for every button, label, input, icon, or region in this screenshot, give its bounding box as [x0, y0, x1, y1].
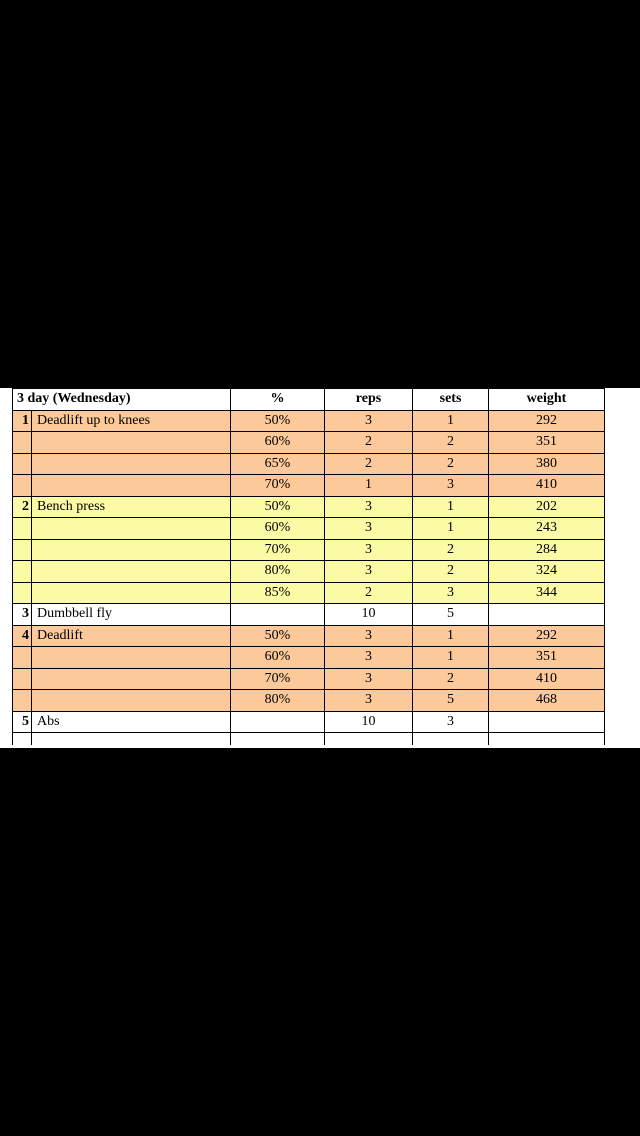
header-sets[interactable]: sets: [413, 389, 489, 411]
table-row: [13, 432, 605, 454]
table-row: [13, 539, 605, 561]
exercise-number[interactable]: 5: [13, 711, 32, 733]
exercise-name[interactable]: Dumbbell fly: [32, 604, 231, 626]
reps-cell[interactable]: 3: [325, 625, 413, 647]
percent-cell[interactable]: 85%: [231, 582, 325, 604]
percent-cell[interactable]: [231, 711, 325, 733]
percent-cell[interactable]: 50%: [231, 410, 325, 432]
percent-cell[interactable]: 60%: [231, 518, 325, 540]
table-row: [13, 518, 605, 540]
exercise-number[interactable]: [13, 453, 32, 475]
weight-cell[interactable]: 380: [489, 453, 605, 475]
percent-cell[interactable]: 70%: [231, 668, 325, 690]
sets-cell[interactable]: 2: [413, 539, 489, 561]
header-percent[interactable]: %: [231, 389, 325, 411]
table-row: [13, 647, 605, 669]
exercise-name[interactable]: [32, 582, 231, 604]
sets-cell[interactable]: 5: [413, 604, 489, 626]
weight-cell[interactable]: 410: [489, 668, 605, 690]
exercise-number[interactable]: [13, 582, 32, 604]
sets-cell[interactable]: 1: [413, 625, 489, 647]
exercise-name[interactable]: [32, 475, 231, 497]
weight-cell[interactable]: 351: [489, 432, 605, 454]
exercise-name[interactable]: Abs: [32, 711, 231, 733]
reps-cell[interactable]: 3: [325, 539, 413, 561]
reps-cell[interactable]: 3: [325, 561, 413, 583]
table-row: [13, 582, 605, 604]
exercise-number[interactable]: [13, 561, 32, 583]
exercise-name[interactable]: [32, 690, 231, 712]
table-row: [13, 496, 605, 518]
table-row: [13, 625, 605, 647]
empty-cell[interactable]: [13, 733, 32, 746]
spreadsheet-view: [0, 388, 640, 748]
empty-cell[interactable]: [32, 733, 231, 746]
exercise-name[interactable]: [32, 539, 231, 561]
weight-cell[interactable]: 468: [489, 690, 605, 712]
header-weight[interactable]: weight: [489, 389, 605, 411]
reps-cell[interactable]: 2: [325, 453, 413, 475]
percent-cell[interactable]: 65%: [231, 453, 325, 475]
exercise-name[interactable]: [32, 668, 231, 690]
sets-cell[interactable]: 1: [413, 496, 489, 518]
reps-cell[interactable]: 2: [325, 582, 413, 604]
weight-cell[interactable]: 351: [489, 647, 605, 669]
exercise-name[interactable]: [32, 432, 231, 454]
exercise-number[interactable]: [13, 690, 32, 712]
percent-cell[interactable]: 60%: [231, 647, 325, 669]
exercise-number[interactable]: [13, 539, 32, 561]
percent-cell[interactable]: 80%: [231, 690, 325, 712]
empty-cell[interactable]: [489, 733, 605, 746]
empty-row: [13, 733, 605, 746]
sets-cell[interactable]: 2: [413, 453, 489, 475]
percent-cell[interactable]: 50%: [231, 625, 325, 647]
exercise-number[interactable]: 2: [13, 496, 32, 518]
exercise-name[interactable]: [32, 518, 231, 540]
exercise-name[interactable]: [32, 453, 231, 475]
sets-cell[interactable]: 1: [413, 647, 489, 669]
sets-cell[interactable]: 3: [413, 582, 489, 604]
weight-cell[interactable]: [489, 711, 605, 733]
table-row: [13, 711, 605, 733]
reps-cell[interactable]: 10: [325, 711, 413, 733]
table-row: [13, 561, 605, 583]
exercise-number[interactable]: 3: [13, 604, 32, 626]
exercise-number[interactable]: 4: [13, 625, 32, 647]
table-row: [13, 690, 605, 712]
empty-cell[interactable]: [413, 733, 489, 746]
exercise-name[interactable]: [32, 647, 231, 669]
sets-cell[interactable]: 3: [413, 475, 489, 497]
header-reps[interactable]: reps: [325, 389, 413, 411]
table-row: [13, 604, 605, 626]
table-row: [13, 668, 605, 690]
table-row: [13, 410, 605, 432]
workout-table: [12, 388, 605, 745]
reps-cell[interactable]: 1: [325, 475, 413, 497]
sets-cell[interactable]: 2: [413, 668, 489, 690]
reps-cell[interactable]: 3: [325, 410, 413, 432]
sets-cell[interactable]: 1: [413, 518, 489, 540]
table-row: [13, 453, 605, 475]
reps-cell[interactable]: 3: [325, 496, 413, 518]
weight-cell[interactable]: 202: [489, 496, 605, 518]
exercise-number[interactable]: [13, 475, 32, 497]
percent-cell[interactable]: [231, 604, 325, 626]
sets-cell[interactable]: 2: [413, 561, 489, 583]
empty-cell[interactable]: [231, 733, 325, 746]
exercise-name[interactable]: [32, 561, 231, 583]
percent-cell[interactable]: 50%: [231, 496, 325, 518]
percent-cell[interactable]: 60%: [231, 432, 325, 454]
percent-cell[interactable]: 70%: [231, 539, 325, 561]
percent-cell[interactable]: 80%: [231, 561, 325, 583]
reps-cell[interactable]: 3: [325, 647, 413, 669]
weight-cell[interactable]: 284: [489, 539, 605, 561]
reps-cell[interactable]: 3: [325, 668, 413, 690]
exercise-name[interactable]: Bench press: [32, 496, 231, 518]
table-row: [13, 475, 605, 497]
sets-cell[interactable]: 1: [413, 410, 489, 432]
weight-cell[interactable]: 243: [489, 518, 605, 540]
sets-cell[interactable]: 2: [413, 432, 489, 454]
exercise-number[interactable]: [13, 647, 32, 669]
sets-cell[interactable]: 3: [413, 711, 489, 733]
exercise-number[interactable]: [13, 432, 32, 454]
exercise-number[interactable]: [13, 518, 32, 540]
weight-cell[interactable]: 292: [489, 410, 605, 432]
reps-cell[interactable]: 2: [325, 432, 413, 454]
reps-cell[interactable]: 3: [325, 690, 413, 712]
weight-cell[interactable]: 292: [489, 625, 605, 647]
weight-cell[interactable]: 410: [489, 475, 605, 497]
weight-cell[interactable]: 324: [489, 561, 605, 583]
exercise-name[interactable]: Deadlift up to knees: [32, 410, 231, 432]
reps-cell[interactable]: 10: [325, 604, 413, 626]
sets-cell[interactable]: 5: [413, 690, 489, 712]
weight-cell[interactable]: [489, 604, 605, 626]
exercise-number[interactable]: [13, 668, 32, 690]
header-row: [13, 389, 605, 411]
exercise-name[interactable]: Deadlift: [32, 625, 231, 647]
exercise-number[interactable]: 1: [13, 410, 32, 432]
percent-cell[interactable]: 70%: [231, 475, 325, 497]
reps-cell[interactable]: 3: [325, 518, 413, 540]
empty-cell[interactable]: [325, 733, 413, 746]
day-title[interactable]: 3 day (Wednesday): [13, 389, 231, 411]
weight-cell[interactable]: 344: [489, 582, 605, 604]
